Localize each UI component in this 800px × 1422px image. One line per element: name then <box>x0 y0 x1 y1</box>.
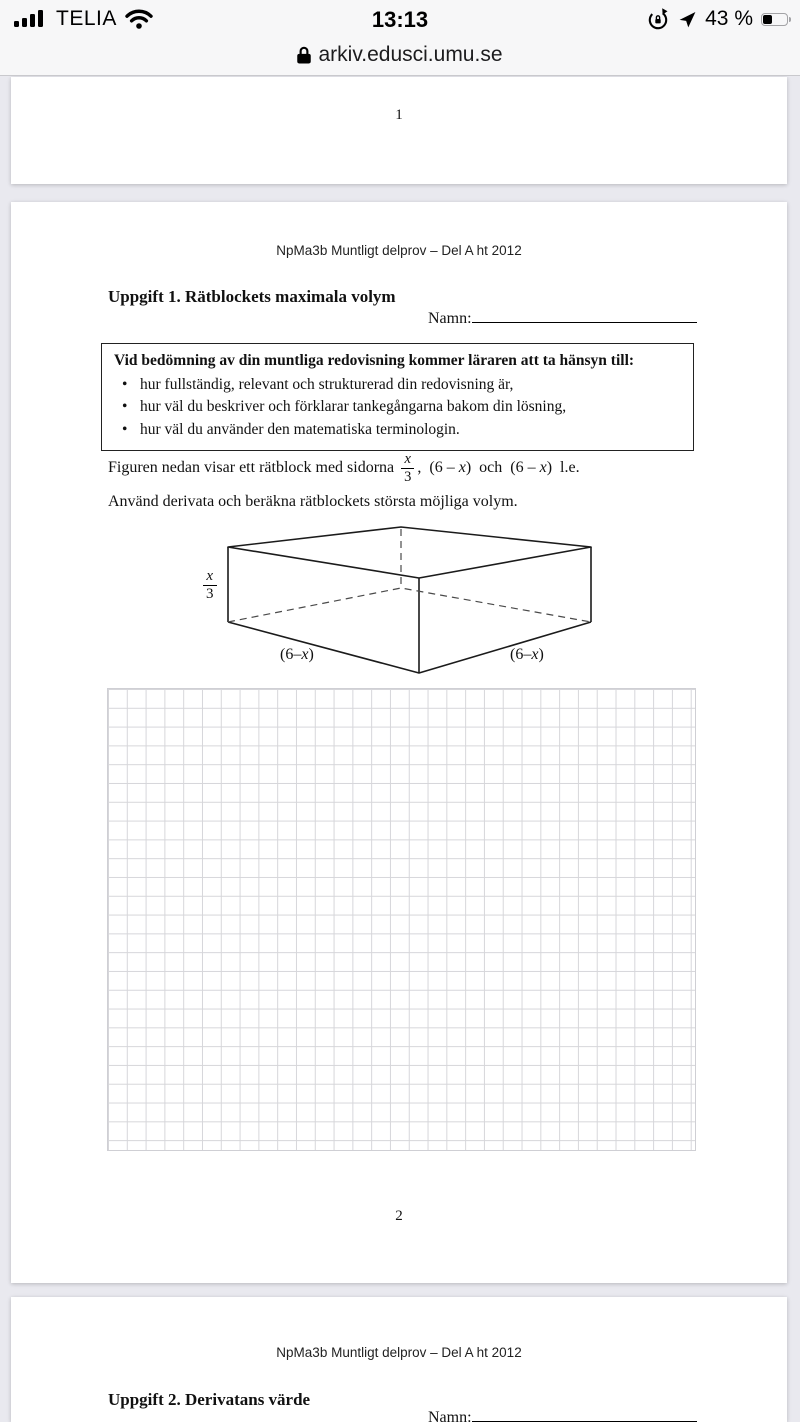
cuboid-figure <box>186 520 621 682</box>
carrier-label: TELIA <box>56 7 117 30</box>
criteria-bullet: • hur fullständig, relevant och strukturerad din redovisning är, <box>114 374 681 396</box>
orientation-lock-icon <box>646 7 670 31</box>
document-header: NpMa3b Muntligt delprov – Del A ht 2012 <box>276 1345 522 1360</box>
name-field-row <box>428 307 697 328</box>
status-bar <box>0 0 800 36</box>
cuboid-drawing-icon <box>186 520 621 682</box>
name-blank-line <box>472 1406 697 1422</box>
name-label: Namn: <box>428 310 472 327</box>
fraction-x-over-3: $\frac{x}{3}$ <box>401 452 414 485</box>
problem-statement: Figuren nedan visar ett rätblock med sidorna $\frac{x}{3}$ , (6 – x ) och (6 – x ) l.e. <box>108 451 580 485</box>
problem-intro: Figuren nedan visar ett rätblock med sidorna <box>108 459 399 477</box>
depth-label: (6–x) <box>510 646 544 663</box>
criteria-bullet: • hur väl du beskriver och förklarar tankegångarna bakom din lösning, <box>114 396 681 418</box>
padlock-icon <box>297 46 311 64</box>
page-number: 1 <box>395 107 403 123</box>
location-arrow-icon <box>678 10 697 29</box>
criteria-heading: Vid bedömning av din muntliga redovisning kommer läraren att ta hänsyn till: <box>114 352 635 369</box>
criteria-list <box>114 374 681 441</box>
url-label: arkiv.edusci.umu.se <box>318 43 503 66</box>
name-blank-line <box>472 307 697 323</box>
criteria-bullet: • hur väl du använder den matematiska terminologin. <box>114 419 681 441</box>
battery-percent-label: 43 % <box>705 7 753 30</box>
pdf-viewer[interactable] <box>0 77 800 1422</box>
answer-grid <box>107 688 696 1151</box>
name-label: Namn: <box>428 1409 472 1422</box>
width-label: (6–x) <box>280 646 314 663</box>
pdf-page-1 <box>11 77 787 184</box>
pdf-page-3 <box>11 1297 787 1422</box>
page-number: 2 <box>395 1208 403 1224</box>
clock-label: 13:13 <box>371 7 429 32</box>
battery-icon <box>761 13 788 26</box>
safari-top-bar <box>0 0 800 76</box>
assignment-2-title: Uppgift 2. Derivatans värde <box>108 1390 311 1409</box>
height-label-x-over-3: $\frac{x}{3}$ <box>203 569 217 603</box>
assignment-1-title: Uppgift 1. Rätblockets maximala volym <box>108 287 396 306</box>
document-header: NpMa3b Muntligt delprov – Del A ht 2012 <box>276 243 522 258</box>
assessment-criteria-box <box>101 343 694 451</box>
name-field-row <box>428 1406 697 1422</box>
problem-instruction: Använd derivata och beräkna rätblockets största möjliga volym. <box>108 493 518 510</box>
url-bar[interactable] <box>0 38 800 72</box>
pdf-page-2 <box>11 202 787 1283</box>
